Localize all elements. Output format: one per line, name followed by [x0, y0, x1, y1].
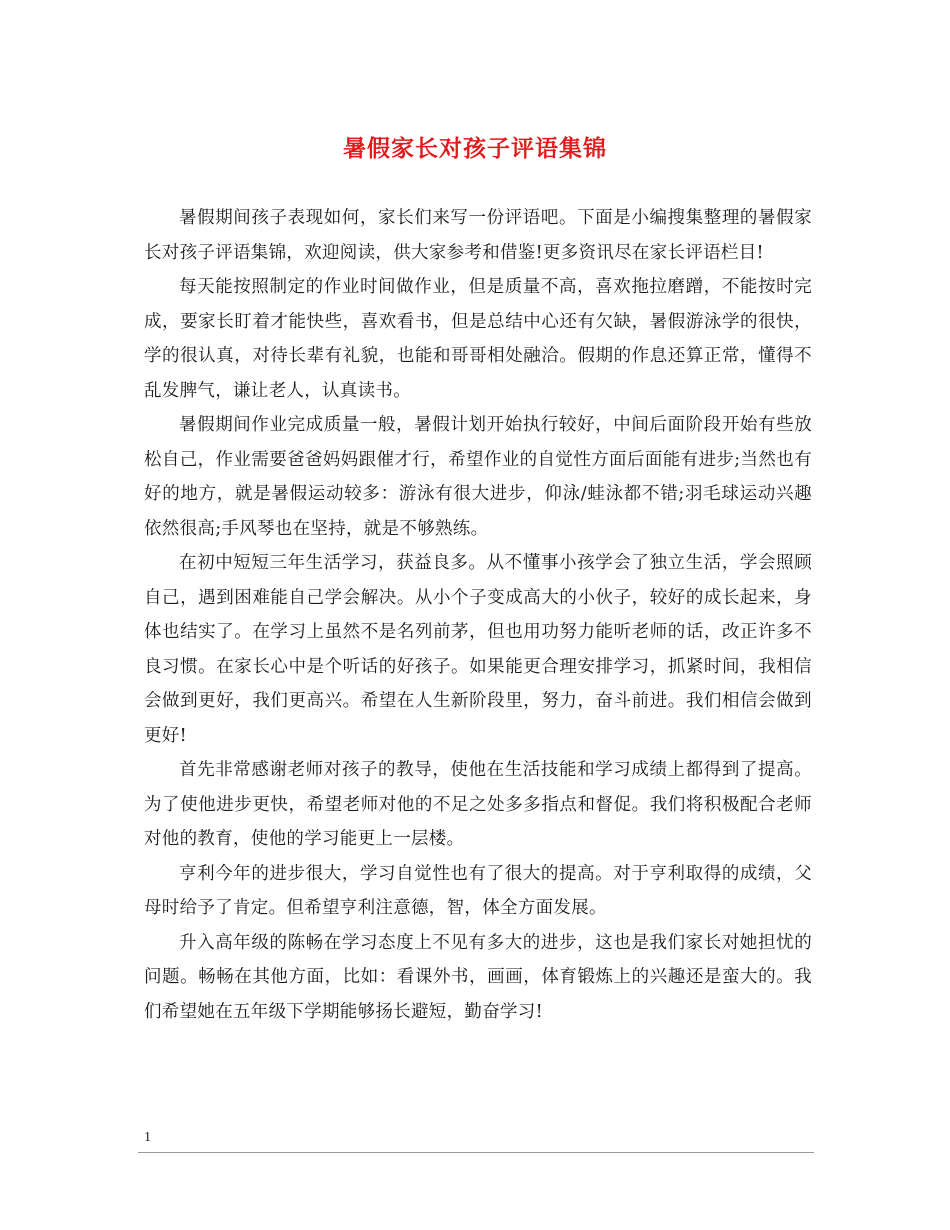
document-body — [144, 201, 812, 1029]
document-title: 暑假家长对孩子评语集锦 — [343, 135, 607, 162]
paragraph-comment-4: 首先非常感谢老师对孩子的教导，使他在生活技能和学习成绩上都得到了提高。为了使他进步更快，希望老师对他的不足之处多多指点和督促。我们将积极配合老师对他的教育，使他的学习能更上一层楼。 — [144, 760, 812, 849]
paragraph-comment-3: 在初中短短三年生活学习，获益良多。从不懂事小孩学会了独立生活，学会照顾自己，遇到困难能自己学会解决。从小个子变成高大的小伙子，较好的成长起来，身体也结实了。在学习上虽然不是名列前茅，但也用功努力能听老师的话，改正许多不良习惯。在家长心中是个听话的好孩子。如果能更合理安排学习，抓紧时间，我相信会做到更好，我们更高兴。希望在人生新阶段里，努力，奋斗前进。我们相信会做到更好! — [144, 553, 812, 746]
paragraph-comment-1: 每天能按照制定的作业时间做作业，但是质量不高，喜欢拖拉磨蹭，不能按时完成，要家长盯着才能快些，喜欢看书，但是总结中心还有欠缺，暑假游泳学的很快，学的很认真，对待长辈有礼貌，也能和哥哥相处融洽。假期的作息还算正常，懂得不乱发脾气，谦让老人，认真读书。 — [144, 277, 812, 401]
footer-divider — [138, 1152, 814, 1153]
paragraph-comment-6: 升入高年级的陈畅在学习态度上不见有多大的进步，这也是我们家长对她担忧的问题。畅畅在其他方面，比如：看课外书，画画，体育锻炼上的兴趣还是蛮大的。我们希望她在五年级下学期能够扬长避短，勤奋学习! — [144, 932, 812, 1022]
paragraph-comment-5: 亨利今年的进步很大，学习自觉性也有了很大的提高。对于亨利取得的成绩，父母时给予了肯定。但希望亨利注意德，智，体全方面发展。 — [144, 863, 812, 918]
paragraph-comment-2: 暑假期间作业完成质量一般，暑假计划开始执行较好，中间后面阶段开始有些放松自己，作业需要爸爸妈妈跟催才行，希望作业的自觉性方面后面能有进步;当然也有好的地方，就是暑假运动较多：游泳有很大进步，仰泳/蛙泳都不错;羽毛球运动兴趣依然很高;手风琴也在坚持，就是不够熟练。 — [144, 415, 812, 539]
paragraph-intro: 暑假期间孩子表现如何，家长们来写一份评语吧。下面是小编搜集整理的暑假家长对孩子评语集锦，欢迎阅读，供大家参考和借鉴!更多资讯尽在家长评语栏目! — [144, 208, 812, 263]
page-number: 1 — [144, 1130, 151, 1145]
